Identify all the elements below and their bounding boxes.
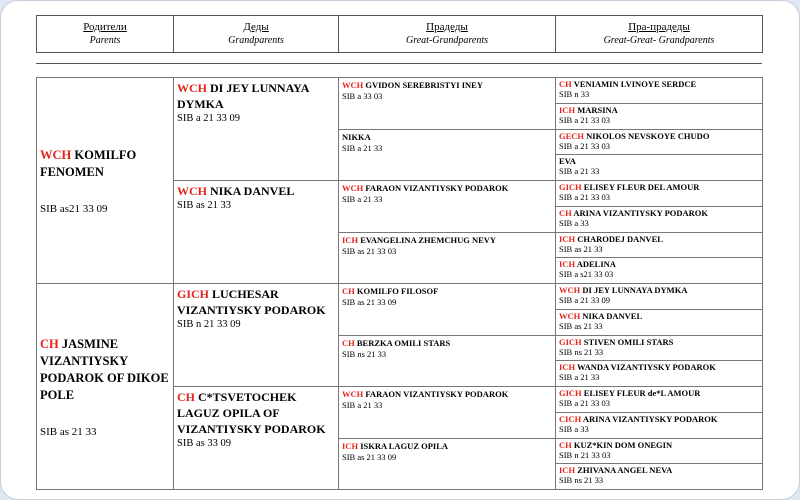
title-badge: ICH — [559, 233, 576, 244]
dog-name — [342, 441, 552, 452]
dog-name — [342, 183, 552, 194]
dog-name-text: DI JEY LUNNAYA DYMKA — [582, 285, 688, 295]
dog-name-text: EVANGELINA ZHEMCHUG NEVY — [360, 234, 497, 245]
dog-name — [559, 234, 759, 244]
title-badge: WCH — [342, 80, 364, 90]
dog-name — [177, 389, 335, 437]
divider — [36, 63, 762, 64]
dog-name-text: WANDA VIZANTIYSKY PODAROK — [577, 362, 716, 373]
registration: SIB n 21 33 03 — [559, 449, 611, 460]
great-great-grandparent-cell — [556, 309, 763, 335]
registration: SIB a 21 33 — [342, 400, 383, 410]
grandparent-cell — [174, 284, 339, 387]
title-badge: GICH — [559, 336, 582, 347]
dog-name — [559, 182, 759, 192]
pedigree-table — [36, 77, 763, 490]
dog-name-text: NIKA DANVEL — [210, 184, 295, 198]
dog-name-text: MARSINA — [577, 104, 618, 115]
title-badge: WCH — [559, 310, 581, 321]
registration: SIB as 21 33 — [40, 425, 97, 438]
dog-name-text: CHARODEJ DANVEL — [577, 233, 663, 244]
dog-name — [342, 389, 552, 400]
grandparent-cell — [174, 78, 339, 181]
title-badge: WCH — [342, 183, 364, 193]
great-great-grandparent-cell — [556, 78, 763, 104]
great-great-grandparent-cell — [556, 361, 763, 387]
header-great-grandparents: Прадеды Great-Grandparents — [339, 16, 556, 53]
registration: SIB a 21 33 03 — [559, 398, 610, 408]
title-badge: GICH — [559, 182, 582, 192]
registration: SIB ns 21 33 — [559, 475, 604, 486]
title-badge: WCH — [177, 81, 207, 95]
dog-name — [559, 105, 759, 115]
registration: SIB a s21 33 03 — [559, 269, 614, 280]
registration: SIB a 33 — [559, 217, 589, 228]
dog-name — [559, 311, 759, 321]
dog-name — [40, 147, 170, 181]
dog-name — [559, 388, 759, 398]
title-badge: CH — [559, 79, 572, 89]
registration: SIB as 21 33 09 — [342, 297, 397, 307]
dog-name-text: EVA — [559, 156, 576, 167]
registration: SIB as 21 33 — [177, 200, 231, 211]
dog-name-text: ARINA VIZANTIYSKY PODAROK — [582, 413, 718, 424]
title-badge: GECH — [559, 130, 585, 141]
title-badge: GICH — [177, 287, 210, 301]
dog-name-text: NIKOLOS NEVSKOYE CHUDO — [586, 130, 710, 141]
great-grandparent-cell — [339, 181, 556, 233]
dog-name — [342, 235, 552, 246]
great-great-grandparent-cell — [556, 206, 763, 232]
registration: SIB n 33 — [559, 89, 590, 99]
great-great-grandparent-cell — [556, 438, 763, 464]
dog-name-text: ELISEY FLEUR de*L AMOUR — [583, 388, 701, 398]
title-badge: CICH — [559, 413, 582, 424]
dog-name-text: ZHIVANA ANGEL NEVA — [577, 465, 673, 476]
title-badge: ICH — [559, 259, 576, 270]
title-badge: GICH — [559, 388, 582, 398]
registration: SIB as 21 33 03 — [342, 245, 397, 256]
dog-name-text: KUZ*KIN DOM ONEGIN — [573, 439, 673, 450]
registration: SIB a 21 33 — [559, 372, 600, 383]
registration: SIB n 21 33 09 — [177, 319, 241, 330]
registration: SIB a 21 33 09 — [559, 295, 610, 305]
header-great-great-grandparents: Пра-прадеды Great-Great- Grandparents — [556, 16, 763, 53]
great-great-grandparent-cell — [556, 103, 763, 129]
dog-name — [559, 79, 759, 89]
registration: SIB as21 33 09 — [40, 202, 108, 215]
dog-name-text: KOMILFO FILOSOF — [356, 286, 439, 296]
dog-name — [559, 465, 759, 475]
grandparent-cell — [174, 387, 339, 490]
dog-name — [559, 337, 759, 347]
dog-name — [559, 131, 759, 141]
title-badge: ICH — [559, 104, 576, 115]
header-parents: Родители Parents — [37, 16, 174, 53]
great-grandparent-cell — [339, 129, 556, 181]
registration: SIB a 21 33 09 — [177, 113, 240, 124]
dog-name-text: ADELINA — [576, 259, 616, 270]
header-grandparents: Деды Grandparents — [174, 16, 339, 53]
dog-name-text: NIKKA — [342, 131, 371, 142]
dog-name — [559, 414, 759, 424]
title-badge: CH — [342, 337, 355, 348]
dog-name — [559, 285, 759, 295]
parent-cell — [37, 284, 174, 490]
pedigree-header — [36, 15, 763, 53]
great-great-grandparent-cell — [556, 412, 763, 438]
registration: SIB a 33 03 — [342, 91, 383, 101]
title-badge: WCH — [342, 389, 364, 399]
great-grandparent-cell — [339, 438, 556, 490]
registration: SIB as 33 09 — [177, 438, 231, 449]
dog-name-text: C*TSVETOCHEK LAGUZ OPILA OF VIZANTIYSKY PODAROK — [177, 390, 326, 436]
title-badge: CH — [40, 336, 59, 351]
dog-name-text: BERZKA OMILI STARS — [356, 337, 451, 348]
dog-name — [177, 183, 335, 199]
dog-name-text: ELISEY FLEUR DEL AMOUR — [583, 182, 700, 192]
dog-name-text: JASMINE VIZANTIYSKY PODAROK OF DIKOE POLE — [40, 336, 169, 402]
great-great-grandparent-cell — [556, 387, 763, 413]
registration: SIB a 21 33 03 — [559, 192, 610, 202]
registration: SIB as 21 33 09 — [342, 451, 397, 462]
great-great-grandparent-cell — [556, 181, 763, 207]
dog-name — [559, 259, 759, 269]
great-great-grandparent-cell — [556, 258, 763, 284]
grandparent-cell — [174, 181, 339, 284]
dog-name — [559, 208, 759, 218]
registration: SIB as 21 33 — [559, 243, 603, 254]
registration: SIB a 21 33 — [559, 166, 600, 177]
great-grandparent-cell — [339, 284, 556, 336]
title-badge: ICH — [559, 465, 576, 476]
registration: SIB ns 21 33 — [342, 348, 387, 359]
dog-name — [40, 336, 170, 404]
dog-name — [559, 440, 759, 450]
registration: SIB a 21 33 03 — [559, 140, 610, 151]
dog-name-text: VENIAMIN LVINOYE SERDCE — [573, 79, 697, 89]
great-great-grandparent-cell — [556, 232, 763, 258]
great-grandparent-cell — [339, 387, 556, 439]
great-grandparent-cell — [339, 232, 556, 284]
dog-name-text: ARINA VIZANTIYSKY PODAROK — [573, 207, 709, 218]
title-badge: CH — [177, 390, 195, 404]
title-badge: CH — [559, 207, 572, 218]
title-badge: CH — [342, 286, 355, 296]
title-badge: ICH — [342, 234, 359, 245]
registration: SIB a 33 — [559, 423, 589, 434]
title-badge: WCH — [559, 285, 581, 295]
dog-name-text: GVIDON SEREBRISTYI INEY — [365, 80, 483, 90]
dog-name — [342, 132, 552, 143]
title-badge: WCH — [40, 147, 72, 162]
dog-name-text: ISKRA LAGUZ OPILA — [360, 440, 449, 451]
dog-name — [342, 338, 552, 349]
registration: SIB a 21 33 — [342, 194, 383, 204]
great-great-grandparent-cell — [556, 155, 763, 181]
dog-name — [177, 80, 335, 112]
dog-name-text: NIKA DANVEL — [582, 310, 643, 321]
parent-cell — [37, 78, 174, 284]
title-badge: ICH — [342, 440, 359, 451]
great-great-grandparent-cell — [556, 284, 763, 310]
dog-name-text: LUCHESAR VIZANTIYSKY PODAROK — [177, 287, 326, 317]
great-grandparent-cell — [339, 78, 556, 130]
dog-name-text: STIVEN OMILI STARS — [583, 336, 674, 347]
dog-name — [342, 80, 552, 91]
great-grandparent-cell — [339, 335, 556, 387]
dog-name-text: KOMILFO FENOMEN — [40, 147, 137, 179]
registration: SIB a 21 33 03 — [559, 114, 610, 125]
dog-name-text: FARAON VIZANTIYSKY PODAROK — [365, 389, 509, 399]
great-great-grandparent-cell — [556, 464, 763, 490]
registration: SIB as 21 33 — [559, 320, 603, 331]
dog-name-text: DI JEY LUNNAYA DYMKA — [177, 81, 309, 111]
dog-name — [177, 286, 335, 318]
great-great-grandparent-cell — [556, 129, 763, 155]
dog-name — [559, 156, 759, 166]
title-badge: CH — [559, 439, 572, 450]
dog-name — [342, 286, 552, 297]
title-badge: WCH — [177, 184, 207, 198]
title-badge: ICH — [559, 362, 576, 373]
registration: SIB ns 21 33 — [559, 346, 604, 357]
registration: SIB a 21 33 — [342, 142, 383, 153]
dog-name-text: FARAON VIZANTIYSKY PODAROK — [365, 183, 509, 193]
great-great-grandparent-cell — [556, 335, 763, 361]
dog-name — [559, 362, 759, 372]
